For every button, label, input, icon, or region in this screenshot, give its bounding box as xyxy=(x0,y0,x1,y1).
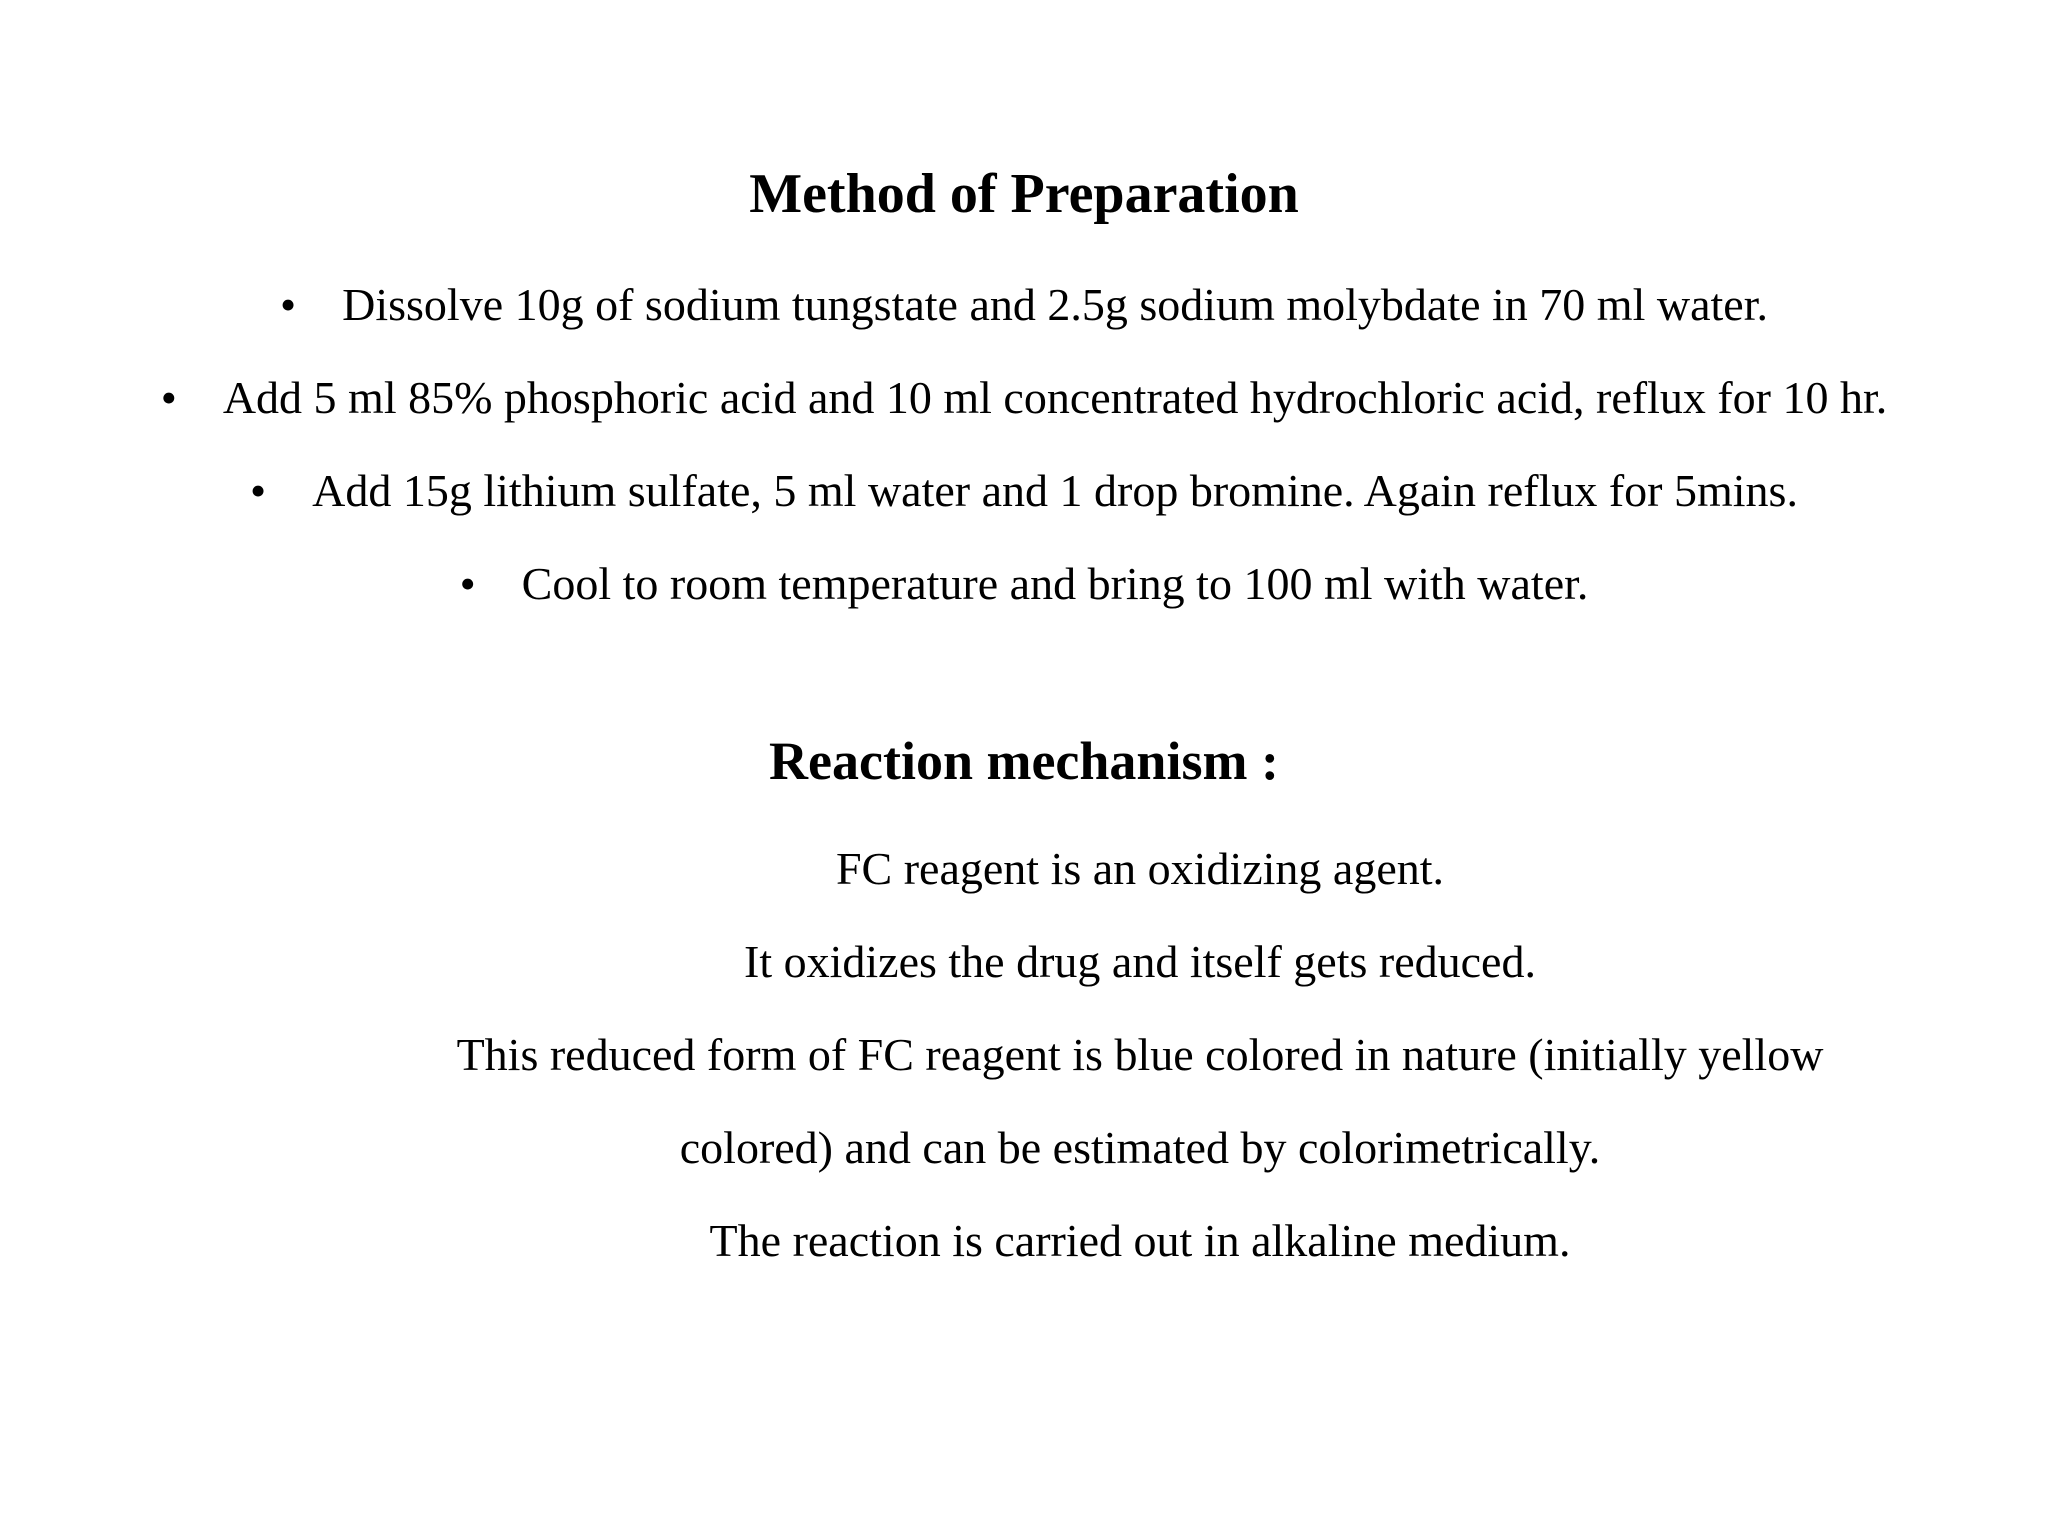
mechanism-line: FC reagent is an oxidizing agent. xyxy=(835,843,1445,894)
method-of-preparation-heading: Method of Preparation xyxy=(749,163,1299,225)
mechanism-line: The reaction is carried out in alkaline medium. xyxy=(709,1215,1571,1266)
bullet-icon: • xyxy=(160,372,177,423)
bullet-icon: • xyxy=(459,558,476,609)
step-text: Add 15g lithium sulfate, 5 ml water and 1 drop bromine. Again reflux for 5mins. xyxy=(312,465,1798,516)
reaction-mechanism-heading: Reaction mechanism : xyxy=(769,731,1279,791)
mechanism-line: It oxidizes the drug and itself gets reduced. xyxy=(744,936,1536,987)
preparation-steps-list xyxy=(0,258,2048,630)
bullet-icon: • xyxy=(250,465,267,516)
preparation-step xyxy=(0,258,2048,351)
preparation-step xyxy=(0,537,2048,630)
reaction-mechanism-text xyxy=(420,822,1860,1287)
preparation-step xyxy=(0,351,2048,444)
step-text: Dissolve 10g of sodium tungstate and 2.5g sodium molybdate in 70 ml water. xyxy=(342,279,1768,330)
bullet-icon: • xyxy=(280,279,297,330)
step-text: Cool to room temperature and bring to 100 ml with water. xyxy=(521,558,1589,609)
mechanism-line: This reduced form of FC reagent is blue colored in nature (initially yellow colored) and can be estimated by colorimetrically. xyxy=(456,1029,1824,1173)
preparation-step xyxy=(0,444,2048,537)
step-text: Add 5 ml 85% phosphoric acid and 10 ml concentrated hydrochloric acid, reflux for 10 hr. xyxy=(222,372,1888,423)
